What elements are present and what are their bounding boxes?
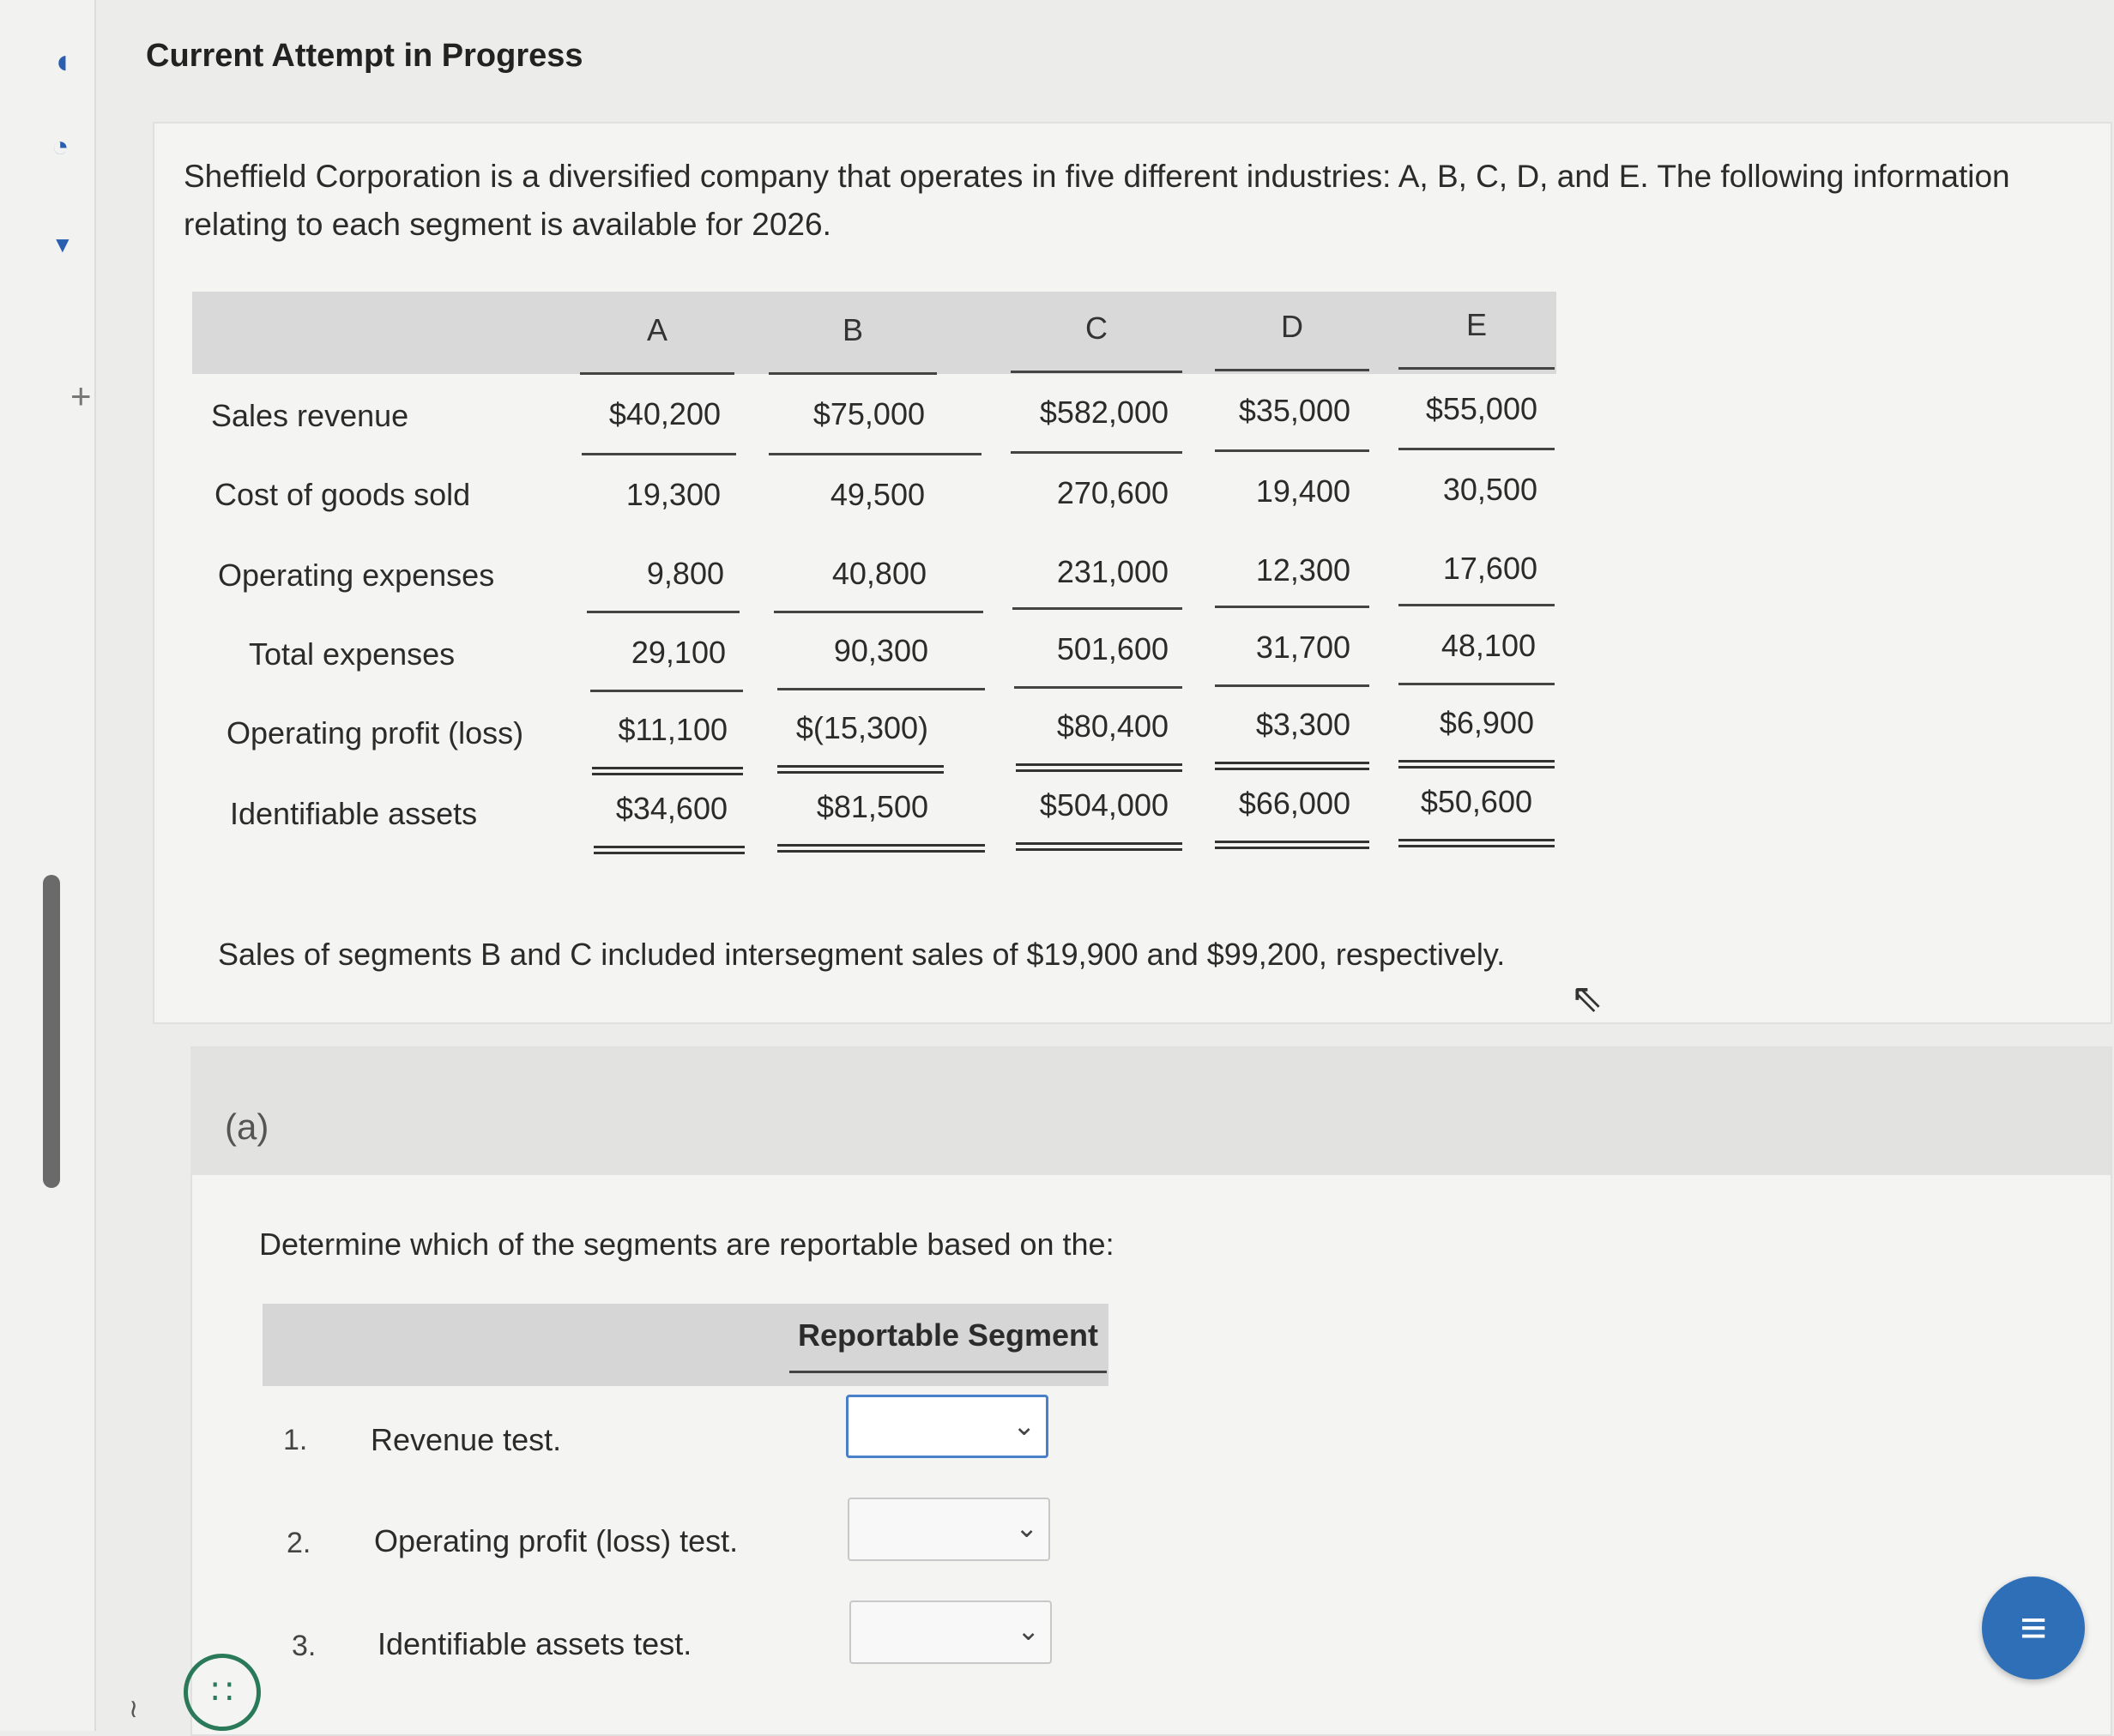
cell-underline: [1012, 607, 1182, 610]
row-label-sales-revenue: Sales revenue: [211, 398, 409, 433]
chevron-down-icon: ⌄: [1015, 1512, 1038, 1543]
cell-underline: [582, 453, 736, 455]
identifiable-assets-test-select[interactable]: [849, 1600, 1052, 1664]
row-label-cost-of-goods-sold: Cost of goods sold: [214, 477, 471, 512]
table-cell: $34,600: [615, 791, 728, 826]
left-toolbar: [0, 0, 139, 1731]
column-header-e: E: [1465, 307, 1487, 342]
table-cell: 29,100: [631, 635, 726, 670]
table-cell: 19,400: [1255, 473, 1350, 509]
row-label-total-expenses: Total expenses: [249, 636, 456, 672]
part-a-instruction: Determine which of the segments are reportable based on the:: [259, 1227, 1114, 1262]
cell-underline: [774, 611, 983, 613]
cell-double-underline: [594, 846, 745, 854]
header-underline: [769, 372, 937, 375]
pointer-cursor-icon: ⇖: [1570, 975, 1604, 1020]
table-cell: 40,800: [831, 556, 927, 591]
table-cell: 49,500: [830, 477, 925, 512]
table-cell: 30,500: [1442, 472, 1537, 507]
cell-underline: [587, 611, 740, 613]
column-header-b: B: [842, 312, 863, 347]
header-underline: [1011, 371, 1182, 373]
header-underline: [789, 1371, 1107, 1373]
flag-icon[interactable]: ▼: [51, 232, 74, 257]
cell-double-underline: [777, 765, 944, 774]
table-cell: $6,900: [1439, 705, 1534, 740]
table-cell: 231,000: [1056, 554, 1169, 589]
table-cell: 19,300: [625, 477, 721, 512]
problem-intro: Sheffield Corporation is a diversified company that operates in five different industries: A, B, C, D, and E. The following information relating to each segment is available for 2026.: [184, 159, 2010, 242]
question-identifiable-assets-test: Identifiable assets test.: [378, 1626, 692, 1661]
row-label-operating-profit: Operating profit (loss): [226, 715, 524, 750]
cell-underline: [1215, 606, 1369, 608]
row-label-operating-expenses: Operating expenses: [218, 558, 495, 593]
palette-icon[interactable]: ∷: [184, 1654, 261, 1731]
table-cell: 17,600: [1442, 551, 1537, 586]
question-operating-profit-test: Operating profit (loss) test.: [374, 1523, 739, 1558]
table-cell: 9,800: [646, 556, 724, 591]
chevron-down-icon: ⌄: [1012, 1410, 1036, 1441]
table-cell: $582,000: [1039, 395, 1169, 430]
cell-underline: [769, 453, 982, 455]
header-underline: [1398, 367, 1555, 370]
chat-icon[interactable]: ≡: [1982, 1576, 2085, 1679]
table-cell: $504,000: [1039, 787, 1169, 823]
cell-underline: [1215, 684, 1369, 687]
cell-underline: [1398, 604, 1555, 606]
column-header-c: C: [1085, 310, 1108, 346]
table-cell: $40,200: [608, 396, 721, 431]
cell-double-underline: [1016, 842, 1182, 851]
part-a-label: (a): [225, 1106, 269, 1147]
cell-underline: [1215, 449, 1369, 452]
link-icon: ≀: [129, 1695, 139, 1723]
cell-double-underline: [1398, 760, 1555, 769]
table-cell: $35,000: [1238, 393, 1350, 428]
back-icon[interactable]: ◖: [51, 43, 73, 81]
cell-double-underline: [592, 767, 743, 775]
table-cell: $55,000: [1425, 391, 1537, 426]
cell-double-underline: [1215, 762, 1369, 770]
cell-underline: [1398, 448, 1555, 450]
table-cell: 501,600: [1056, 631, 1169, 666]
table-cell: $75,000: [812, 396, 925, 431]
operating-profit-test-select[interactable]: [848, 1498, 1050, 1561]
question-number: 1.: [283, 1424, 308, 1456]
cell-double-underline: [777, 844, 985, 853]
table-cell: $80,400: [1056, 708, 1169, 744]
question-revenue-test: Revenue test.: [371, 1422, 562, 1457]
column-header-a: A: [646, 312, 667, 347]
plus-icon[interactable]: +: [70, 376, 92, 416]
table-cell: 31,700: [1255, 630, 1350, 665]
intersegment-note: Sales of segments B and C included intersegment sales of $19,900 and $99,200, respectively.: [218, 937, 1506, 972]
column-header-d: D: [1281, 309, 1303, 344]
revenue-test-select[interactable]: [846, 1395, 1048, 1458]
table-cell: $81,500: [816, 789, 928, 824]
timer-icon[interactable]: ◔: [51, 130, 69, 163]
question-number: 3.: [292, 1630, 317, 1662]
cell-underline: [1014, 686, 1182, 689]
cell-underline: [777, 688, 985, 690]
table-cell: 270,600: [1056, 475, 1169, 510]
header-underline: [580, 372, 734, 375]
table-cell: $(15,300): [795, 710, 928, 745]
scrollbar[interactable]: [43, 875, 60, 1188]
page-title: Current Attempt in Progress: [146, 38, 583, 74]
question-number: 2.: [287, 1527, 311, 1559]
table-cell: $50,600: [1420, 784, 1532, 819]
reportable-segment-header: Reportable Segment: [797, 1317, 1099, 1353]
table-cell: $11,100: [618, 712, 728, 747]
chevron-down-icon: ⌄: [1017, 1615, 1040, 1646]
header-underline: [1215, 369, 1369, 371]
table-cell: 90,300: [833, 633, 928, 668]
cell-underline: [590, 690, 743, 692]
part-a-header: [190, 1048, 2111, 1175]
cell-double-underline: [1016, 763, 1182, 772]
table-cell: 48,100: [1441, 628, 1536, 663]
cell-double-underline: [1215, 841, 1369, 849]
cell-double-underline: [1398, 839, 1555, 847]
cell-underline: [1398, 683, 1555, 685]
table-cell: $66,000: [1238, 786, 1350, 821]
table-cell: $3,300: [1255, 707, 1350, 742]
row-label-identifiable-assets: Identifiable assets: [230, 796, 478, 831]
cell-underline: [1011, 451, 1182, 454]
table-cell: 12,300: [1255, 552, 1350, 588]
